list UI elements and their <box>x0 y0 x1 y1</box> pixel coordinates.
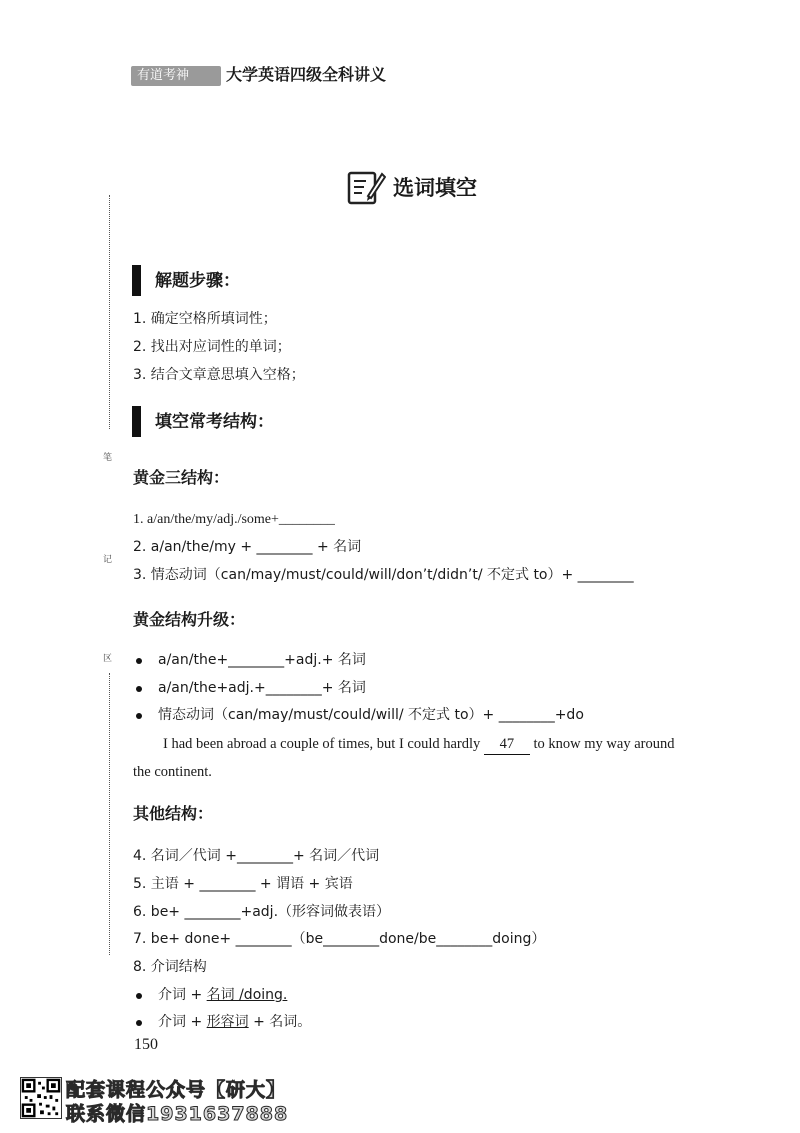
book-title: 大学英语四级全科讲义 <box>226 65 387 84</box>
bullet-prefix: 介词 + <box>158 987 207 1003</box>
golden-three-heading: 黄金三结构： <box>133 468 230 487</box>
margin-note-char: 笔 <box>103 453 113 463</box>
section-title: 选词填空 <box>393 176 477 200</box>
step-item: 3. 结合文章意思填入空格； <box>133 367 305 383</box>
page-number: 150 <box>134 1036 158 1053</box>
watermark-line1: 配套课程公众号【研大】 <box>66 1079 287 1101</box>
step-item: 1. 确定空格所填词性； <box>133 311 277 327</box>
heading-marker <box>132 406 141 437</box>
upgrade-bullet-item: 情态动词（can/may/must/could/will/ 不定式 to）+ ________+do <box>158 707 584 723</box>
example-sentence-line2: the continent. <box>133 764 212 780</box>
golden-three-item: 2. a/an/the/my + ________ + 名词 <box>133 539 362 555</box>
heading-marker <box>132 265 141 296</box>
example-text-before: I had been abroad a couple of times, but I could hardly <box>163 736 484 752</box>
watermark-line2: 联系微信1931637888 <box>66 1103 289 1125</box>
bullet-suffix: + 名词。 <box>248 1014 312 1030</box>
bullet-dot <box>136 658 142 664</box>
underlined-term: 形容词 <box>206 1014 249 1030</box>
golden-upgrade-heading: 黄金结构升级： <box>133 610 246 629</box>
margin-note-char: 区 <box>103 654 113 664</box>
margin-dotted-line <box>109 673 110 955</box>
margin-dotted-line <box>109 195 110 429</box>
upgrade-bullet-item: a/an/the+________+adj.+ 名词 <box>158 652 366 668</box>
bullet-dot <box>136 713 142 719</box>
preposition-bullet-2 <box>158 1012 311 1032</box>
publisher-logo: 有道考神 <box>131 66 221 86</box>
other-item: 4. 名词／代词 +________+ 名词／代词 <box>133 848 380 864</box>
preposition-bullet-1 <box>158 985 287 1005</box>
bullet-prefix: 介词 + <box>158 1014 207 1030</box>
margin-note-char: 记 <box>103 555 113 565</box>
other-heading: 其他结构： <box>133 804 214 823</box>
notepad-pen-icon <box>346 168 386 206</box>
step-item: 2. 找出对应词性的单词； <box>133 339 291 355</box>
bullet-dot <box>136 686 142 692</box>
example-sentence-line1 <box>163 734 674 755</box>
other-item: 7. be+ done+ ________（be________done/be________doing） <box>133 931 546 947</box>
golden-three-item: 1. a/an/the/my/adj./some+________ <box>133 512 335 527</box>
structures-heading: 填空常考结构： <box>155 412 274 432</box>
upgrade-bullet-item: a/an/the+adj.+________+ 名词 <box>158 680 366 696</box>
example-blank: 47 <box>484 734 530 755</box>
other-item: 6. be+ ________+adj.（形容词做表语） <box>133 904 391 920</box>
underlined-term: 名词 /doing. <box>206 987 288 1003</box>
other-item: 8. 介词结构 <box>133 959 207 975</box>
golden-three-item: 3. 情态动词（can/may/must/could/will/don’t/didn’t/ 不定式 to）+ ________ <box>133 567 634 583</box>
bullet-dot <box>136 993 142 999</box>
other-item: 5. 主语 + ________ + 谓语 + 宾语 <box>133 876 353 892</box>
bullet-dot <box>136 1020 142 1026</box>
example-text-after: to know my way around <box>529 736 675 752</box>
qr-code-icon <box>20 1077 62 1119</box>
steps-heading: 解题步骤： <box>155 271 240 291</box>
